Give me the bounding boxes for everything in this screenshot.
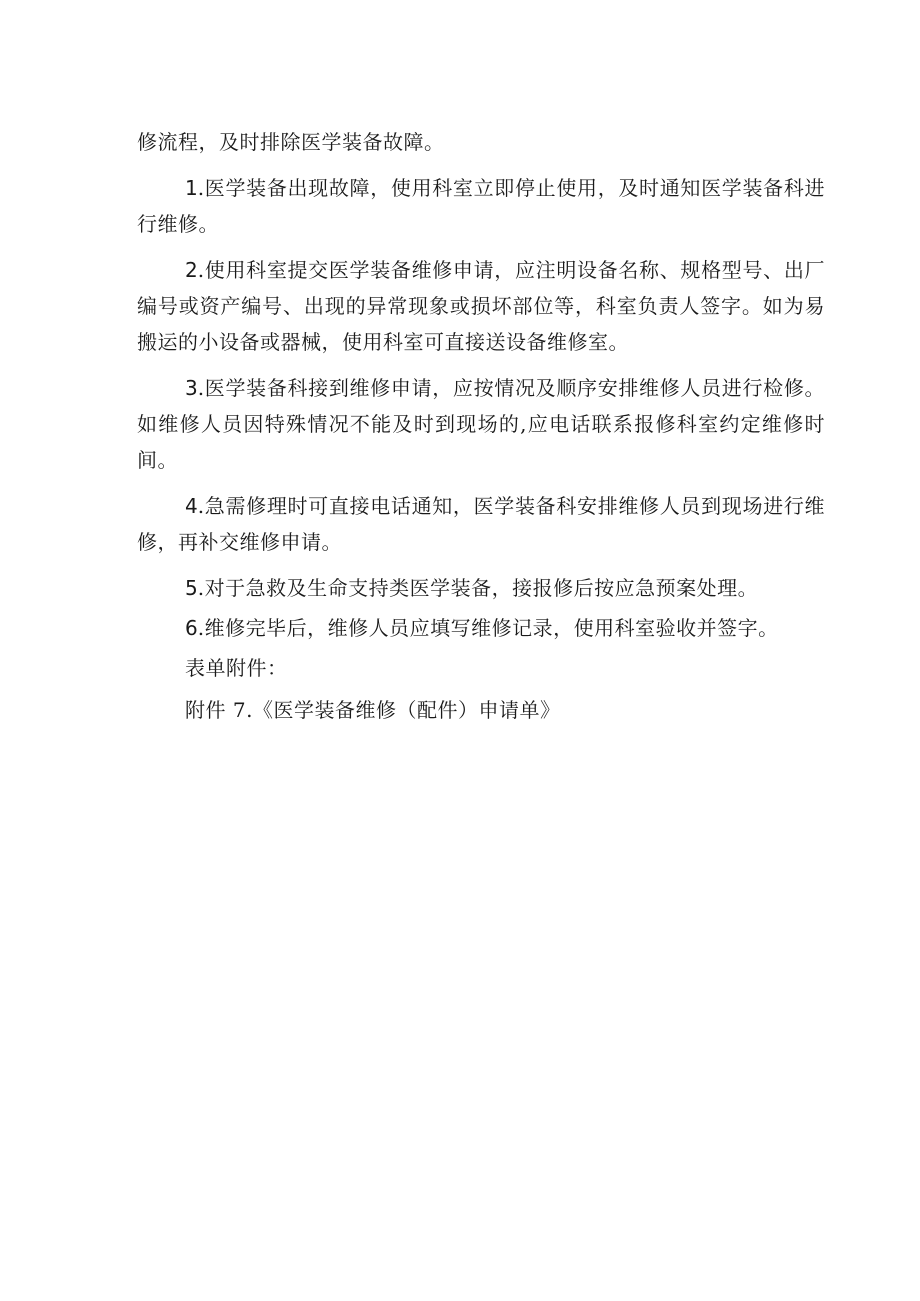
attachments-label: 表单附件：	[185, 656, 288, 680]
item-number: 4	[185, 494, 198, 518]
paragraph-text: .医学装备出现故障，使用科室立即停止使用，及时通知医学装备科进行维修。	[137, 176, 825, 236]
procedure-item-4	[137, 488, 825, 560]
procedure-item-2	[137, 252, 825, 360]
procedure-item-6	[137, 610, 825, 646]
intro-continuation-paragraph	[137, 124, 825, 160]
attachment-item-7: 附件 7.《医学装备维修（配件）申请单》	[185, 698, 561, 722]
paragraph-text: .急需修理时可直接电话通知，医学装备科安排维修人员到现场进行维修，再补交维修申请。	[137, 494, 825, 554]
item-number: 2	[185, 258, 198, 282]
paragraph-text: .医学装备科接到维修申请，应按情况及顺序安排维修人员进行检修。如维修人员因特殊情况不能及时到现场的,应电话联系报修科室约定维修时间。	[137, 376, 825, 472]
procedure-item-5	[137, 570, 825, 606]
item-number: 3	[185, 376, 198, 400]
procedure-item-1	[137, 170, 825, 242]
item-number: 6	[185, 616, 198, 640]
paragraph-text: .使用科室提交医学装备维修申请，应注明设备名称、规格型号、出厂编号或资产编号、出现的异常现象或损坏部位等，科室负责人签字。如为易搬运的小设备或器械，使用科室可直接送设备维修室。	[137, 258, 825, 354]
document-body	[137, 124, 825, 734]
item-number: 1	[185, 176, 198, 200]
paragraph-text: .维修完毕后，维修人员应填写维修记录，使用科室验收并签字。	[197, 616, 779, 640]
paragraph-text: 修流程，及时排除医学装备故障。	[137, 130, 445, 154]
procedure-item-3	[137, 370, 825, 478]
item-number: 5	[185, 576, 198, 600]
paragraph-text: .对于急救及生命支持类医学装备，接报修后按应急预案处理。	[197, 576, 759, 600]
